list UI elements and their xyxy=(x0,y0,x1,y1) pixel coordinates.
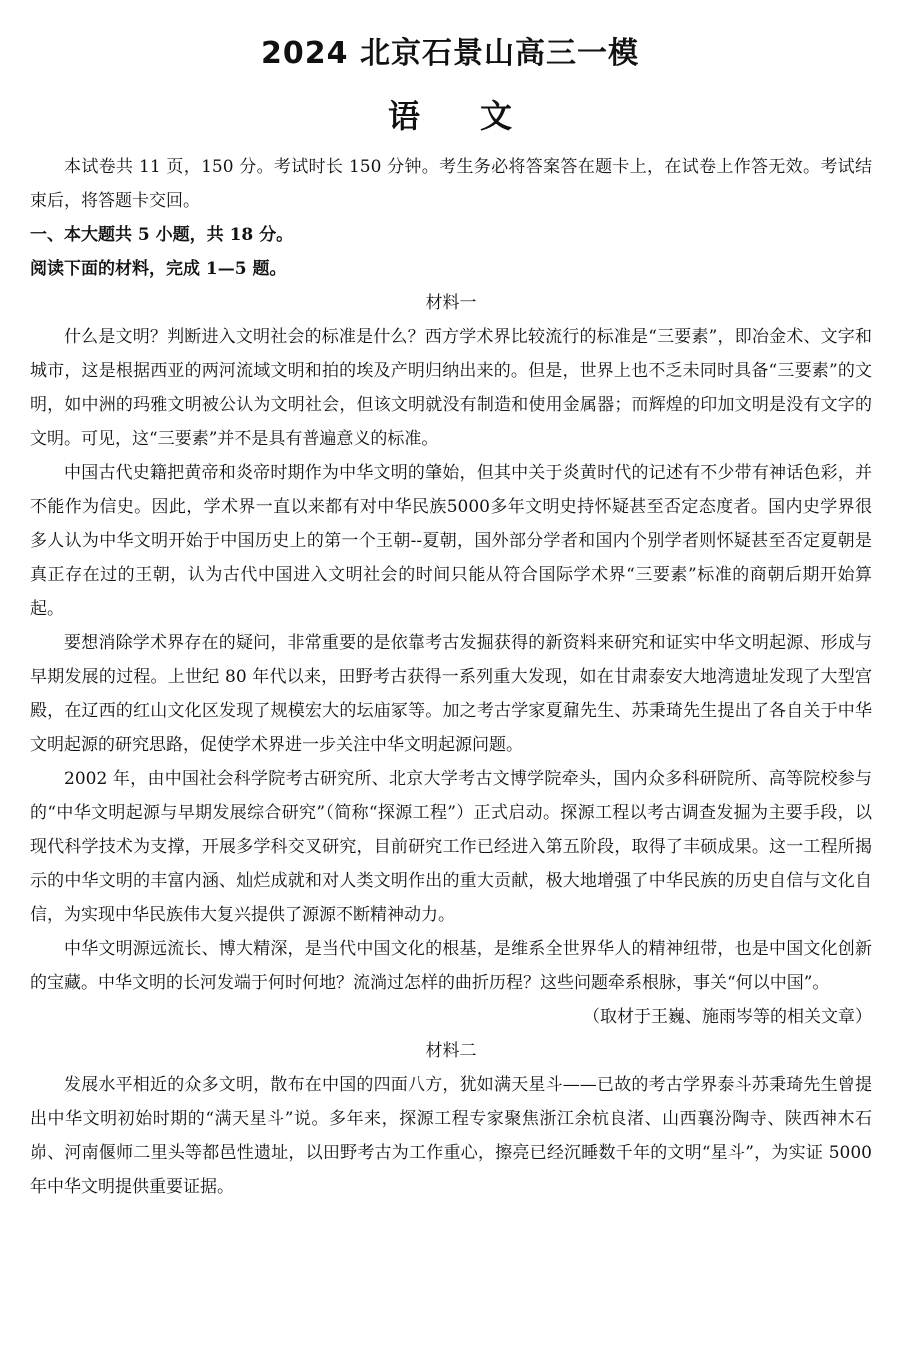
subject-heading: 语文 xyxy=(387,97,572,135)
material-2-label: 材料二 xyxy=(425,1041,477,1061)
material-1-source: （取材于王巍、施雨岑等的相关文章） xyxy=(583,1007,872,1027)
section-prompt: 阅读下面的材料，完成 1—5 题。 xyxy=(30,259,287,279)
instructions: 本试卷共 11 页，150 分。考试时长 150 分钟。考生务必将答案答在题卡上，在试卷上作答无效。考试结束后，将答题卡交回。 xyxy=(30,157,872,211)
material-2-paragraph: 发展水平相近的众多文明，散布在中国的四面八方，犹如满天星斗——已故的考古学界泰斗苏秉琦先生曾提出中华文明初始时期的“满天星斗”说。多年来，探源工程专家聚焦浙江余杭良渚、山西襄汾陶寺、陕西神木石峁、河南偃师二里头等都邑性遗址，以田野考古为工作重心，擦亮已经沉睡数千年的文明“星斗”，为实证 5000 年中华文明提供重要证据。 xyxy=(30,1075,872,1197)
exam-body xyxy=(30,150,872,1204)
material-1-paragraph: 要想消除学术界存在的疑问，非常重要的是依靠考古发掘获得的新资料来研究和证实中华文明起源、形成与早期发展的过程。上世纪 80 年代以来，田野考古获得一系列重大发现，如在甘肃泰安大地湾遗址发现了大型宫殿，在辽西的红山文化区发现了规模宏大的坛庙冢等。加之考古学家夏鼐先生、苏秉琦先生提出了各自关于中华文明起源的研究思路，促使学术界进一步关注中华文明起源问题。 xyxy=(30,633,872,755)
material-1-paragraph: 什么是文明？判断进入文明社会的标准是什么？西方学术界比较流行的标准是“三要素”，即冶金术、文字和城市，这是根据西亚的两河流域文明和拍的埃及产明归纳出来的。但是，世界上也不乏未同时具备“三要素”的文明，如中洲的玛雅文明被公认为文明社会，但该文明就没有制造和使用金属器；而辉煌的印加文明是没有文字的文明。可见，这“三要素”并不是具有普遍意义的标准。 xyxy=(30,327,872,449)
material-1-paragraph: 2002 年，由中国社会科学院考古研究所、北京大学考古文博学院牵头，国内众多科研院所、高等院校参与的“中华文明起源与早期发展综合研究”（简称“探源工程”）正式启动。探源工程以考古调查发掘为主要手段，以现代科学技术为支撑，开展多学科交叉研究，目前研究工作已经进入第五阶段，取得了丰硕成果。这一工程所揭示的中华文明的丰富内涵、灿烂成就和对人类文明作出的重大贡献，极大地增强了中华民族的历史自信与文化自信，为实现中华民族伟大复兴提供了源源不断精神动力。 xyxy=(30,769,872,925)
exam-title: 2024 北京石景山高三一模 xyxy=(261,36,639,71)
section-heading: 一、本大题共 5 小题，共 18 分。 xyxy=(30,225,294,245)
material-1-label: 材料一 xyxy=(425,293,477,313)
material-1-paragraph: 中国古代史籍把黄帝和炎帝时期作为中华文明的肇始，但其中关于炎黄时代的记述有不少带有神话色彩，并不能作为信史。因此，学术界一直以来都有对中华民族5000多年文明史持怀疑甚至否定态度者。国内史学界很多人认为中华文明开始于中国历史上的第一个王朝--夏朝，国外部分学者和国内个别学者则怀疑甚至否定夏朝是真正存在过的王朝，认为古代中国进入文明社会的时间只能从符合国际学术界“三要素”标准的商朝后期开始算起。 xyxy=(30,463,872,619)
material-1-paragraph: 中华文明源远流长、博大精深，是当代中国文化的根基，是维系全世界华人的精神纽带，也是中国文化创新的宝藏。中华文明的长河发端于何时何地？流淌过怎样的曲折历程？这些问题牵系根脉，事关“何以中国”。 xyxy=(30,939,872,993)
